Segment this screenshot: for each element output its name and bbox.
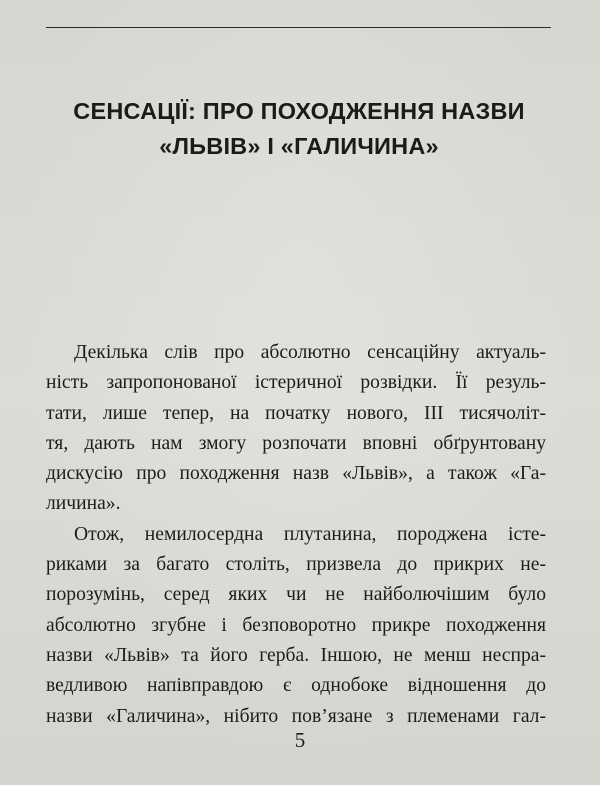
text-line: назви «Галичина», нібито пов’язане з племенами гал- [46, 705, 546, 727]
text-line: тя, дають нам змогу розпочати вповні обґрунтовану [46, 432, 546, 454]
text-line: ведливою напівправдою є однобоке відношення до [46, 675, 546, 697]
header-rule [46, 27, 551, 28]
text-line: порозумінь, серед яких чи не найболючішим було [46, 584, 546, 606]
text-line: риками за багато століть, призвела до прикрих не- [46, 554, 546, 576]
chapter-heading [40, 94, 558, 164]
page-number: 5 [294, 728, 306, 752]
text-line: ність запропонованої істеричної розвідки. Її резуль- [46, 372, 546, 394]
text-line: абсолютно згубне і безповоротно прикре походження [46, 614, 546, 636]
heading-line-2: «ЛЬВІВ» І «ГАЛИЧИНА» [159, 133, 439, 159]
text-line: личина». [46, 493, 121, 515]
heading-line-1: СЕНСАЦІЇ: ПРО ПОХОДЖЕННЯ НАЗВИ [73, 98, 525, 124]
text-line: тати, лише тепер, на початку нового, III тисячоліт- [46, 402, 546, 424]
text-line: назви «Львів» та його герба. Іншою, не менш неспра- [46, 644, 546, 666]
body-text [46, 338, 546, 732]
text-line: Отож, немилосердна плутанина, породжена істе- [74, 523, 546, 545]
text-line: дискусію про походження назв «Львів», а також «Га- [46, 463, 546, 485]
text-line: Декілька слів про абсолютно сенсаційну актуаль- [74, 342, 546, 363]
